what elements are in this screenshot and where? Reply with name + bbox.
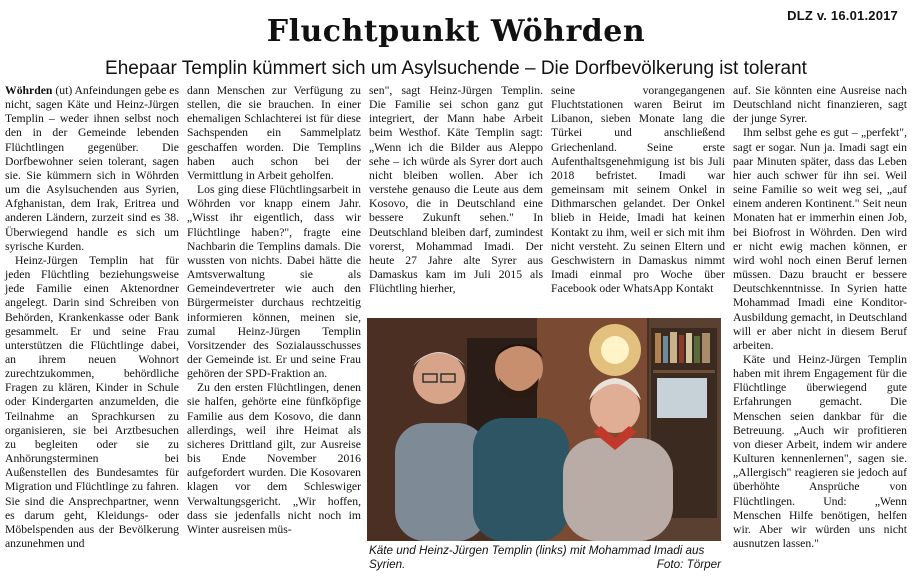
dateline: Wöhrden (5, 84, 53, 97)
caption-text: Käte und Heinz-Jürgen Templin (links) mit Mohammad Imadi aus Syrien. (369, 544, 705, 571)
paragraph (5, 84, 179, 254)
photo-credit: Foto: Törper (656, 558, 721, 571)
source-label: DLZ v. 16.01.2017 (787, 8, 898, 23)
paragraph-text: (ut) Anfeindungen gebe es nicht, sagen Käte und Heinz-Jürgen Templin – weder ihnen selbst noch den in der Gemeinde lebenden Flüchtlingen gegenüber. Die Dorfbewohner seien tolerant, sagen sie. Sie kümmern sich in Wöhrden um die Asylsuchenden aus Syrien, Afghanistan, dem Irak, Eritrea und anderen Ländern, zurzeit sind es 38. Überwiegend handle es sich um syrische Kurden. (5, 84, 179, 253)
article-subtitle: Ehepaar Templin kümmert sich um Asylsuchende – Die Dorfbevölkerung ist tolerant (105, 58, 807, 79)
paragraph: auf. Sie könnten eine Ausreise nach Deutschland nicht finanzieren, sagt der junge Syrer. (733, 84, 907, 126)
paragraph: Heinz-Jürgen Templin hat für jeden Flüchtling beziehungsweise jede Familie einen Aktenordner angelegt. Darin sind Schreiben von Behörden, Krankenkasse oder Bank gesammelt. Er und seine Frau unterstützen die Flüchtlinge dabei, an ihrem neuen Wohnort zurechtzukommen, behördliche Fragen zu klären, Kinder in Schule oder Kindergarten anzumelden, die Teilnahme an Sprachkursen zu organisieren, sie bei Arztbesuchen zu begleiten oder sie zu Anhörungsterminen bei Außenstellen des Bundesamtes für Migration und Flüchtlinge zu fahren. Sie sind die Ansprechpartner, wenn es darum geht, Kleidungs- oder Möbelspenden aus der Bevölkerung anzunehmen und (5, 253, 179, 550)
column-3 (369, 84, 543, 296)
paragraph: dann Menschen zur Verfügung zu stellen, die sie brauchen. In einer ehemaligen Schlachterei ist für diese Sachspenden ein Sammelplatz geschaffen worden. Die Templins haben auch schon bei der Vermittlung in Arbeit geholfen. (187, 84, 361, 182)
column-4 (551, 84, 725, 296)
column-2 (187, 84, 361, 537)
column-5 (733, 84, 907, 551)
paragraph: Zu den ersten Flüchtlingen, denen sie halfen, gehörte eine fünfköpfige Familie aus dem Kosovo, die dann allerdings, weil ihre Heimat als sicheres Drittland gilt, zur Ausreise bis Ende November 2016 aufgefordert wurden. Die Kosovaren klagen vor dem Schleswiger Verwaltungsgericht. „Wir hoffen, dass sie jedenfalls nicht noch im Winter ausreisen müs- (187, 381, 361, 536)
article-title: Fluchtpunkt Wöhrden (266, 14, 646, 49)
photo-scene (367, 318, 721, 541)
photo-caption (369, 544, 721, 572)
paragraph: seine vorangegangenen Fluchtstationen waren Beirut im Libanon, sieben Monate lang die Türkei und anschließend Griechenland. Seine erste Aufenthaltsgenehmigung ist bis Juli 2018 befristet. Imadi war gemeinsam mit seinem Onkel in Dithmarschen gelandet. Der Onkel blieb in Heide, Imadi hat keinen Kontakt zu ihm, weil er sich mit ihm nicht versteht. Zu seinen Eltern und Geschwistern in Damaskus nimmt Imadi einmal pro Woche über Facebook oder WhatsApp Kontakt (551, 84, 725, 296)
paragraph: Los ging diese Flüchtlingsarbeit in Wöhrden vor knapp einem Jahr. „Wisst ihr eigentlich, dass wir Flüchtlinge haben?", fragte eine Nachbarin die Templins damals. Die wussten von nichts. Dabei hätte die Amtsverwaltung sie als Gemeindevertreter wie auch den Bürgermeister durchaus rechtzeitig informieren können, meinen sie, zumal Heinz-Jürgen Templin Vorsitzender des Sozialausschusses der Gemeinde ist. Er und seine Frau gehören der SPD-Fraktion an. (187, 183, 361, 381)
paragraph: Ihm selbst gehe es gut – „perfekt", sagt er sogar. Nun ja. Imadi sagt ein paar Minuten später, dass das Leben hier auch schwer für ihn sei. Weil seine Familie so weit weg sei, „auf einem anderen Kontinent." Seit neun Monaten hat er immerhin einen Job, bei Biofrost in Wöhrden. Den wird er nicht ewig machen können, er wird wohl noch einen Beruf lernen müssen. Dazu braucht er bessere Deutschkenntnisse. In Syrien hatte Mohammad Imadi eine Konditor-Ausbildung gemacht, in Deutschland will er aber nicht in diesem Beruf arbeiten. (733, 126, 907, 352)
column-1 (5, 84, 179, 551)
paragraph: sen", sagt Heinz-Jürgen Templin. Die Familie sei schon ganz gut integriert, der Mann habe Arbeit beim Westhof. Käte Templin sagt: „Wenn ich die Bilder aus Aleppo sehe – ich würde als Syrer dort auch nicht bleiben wollen. Aber ich verstehe genauso die Leute aus dem Kosovo, die in Deutschland eine bessere Zukunft sehen." In Deutschland bleiben darf, zumindest vorerst, Mohammad Imadi. Der heute 27 Jahre alte Syrer aus Damaskus kam im Juli 2015 als Flüchtling hierher, (369, 84, 543, 296)
article-photo (367, 318, 721, 541)
paragraph: Käte und Heinz-Jürgen Templin haben mit ihrem Engagement für die Flüchtlinge überwiegend gute Erfahrungen gemacht. Die Menschen seien dankbar für die Betreuung. „Auch wir profitieren von dieser Arbeit, indem wir andere Kulturen kennenlernen", sagen sie. „Allergisch" reagieren sie jedoch auf überhöhte Ansprüche von Flüchtlingen. Und: „Wenn Menschen Hilfe benötigen, helfen wir. Aber wir würden uns nicht ausnutzen lassen." (733, 352, 907, 550)
